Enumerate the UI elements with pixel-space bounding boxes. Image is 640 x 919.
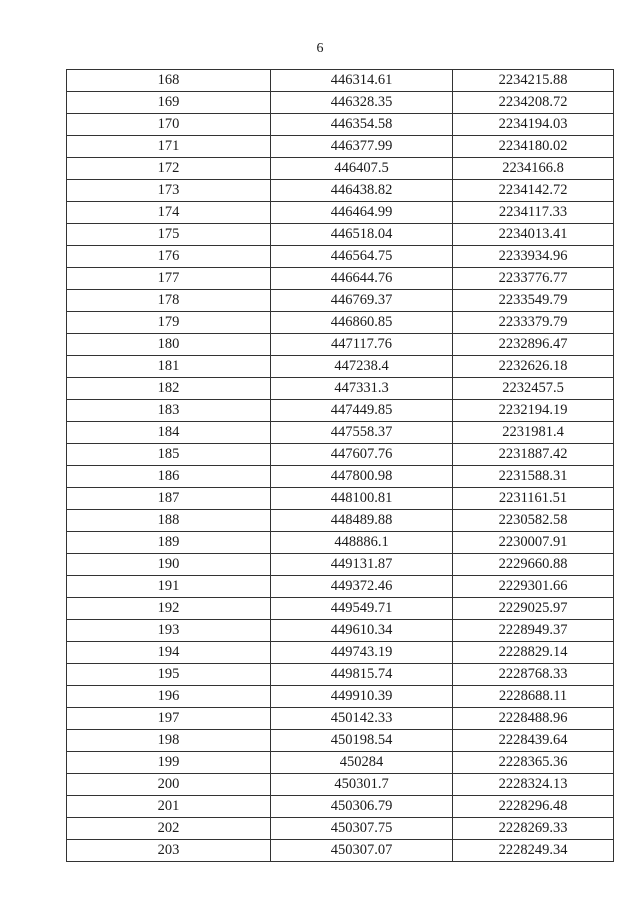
y-coordinate-cell: 2231887.42 bbox=[453, 444, 614, 466]
point-number-cell: 183 bbox=[67, 400, 271, 422]
y-coordinate-cell: 2228365.36 bbox=[453, 752, 614, 774]
y-coordinate-cell: 2228688.11 bbox=[453, 686, 614, 708]
point-number-cell: 176 bbox=[67, 246, 271, 268]
point-number-cell: 199 bbox=[67, 752, 271, 774]
y-coordinate-cell: 2228829.14 bbox=[453, 642, 614, 664]
point-number-cell: 193 bbox=[67, 620, 271, 642]
point-number-cell: 187 bbox=[67, 488, 271, 510]
x-coordinate-cell: 446438.82 bbox=[271, 180, 453, 202]
point-number-cell: 182 bbox=[67, 378, 271, 400]
y-coordinate-cell: 2233934.96 bbox=[453, 246, 614, 268]
x-coordinate-cell: 446354.58 bbox=[271, 114, 453, 136]
point-number-cell: 178 bbox=[67, 290, 271, 312]
point-number-cell: 191 bbox=[67, 576, 271, 598]
y-coordinate-cell: 2233549.79 bbox=[453, 290, 614, 312]
table-row bbox=[67, 532, 614, 554]
y-coordinate-cell: 2234013.41 bbox=[453, 224, 614, 246]
point-number-cell: 174 bbox=[67, 202, 271, 224]
y-coordinate-cell: 2233776.77 bbox=[453, 268, 614, 290]
x-coordinate-cell: 450307.75 bbox=[271, 818, 453, 840]
x-coordinate-cell: 447331.3 bbox=[271, 378, 453, 400]
point-number-cell: 171 bbox=[67, 136, 271, 158]
x-coordinate-cell: 450198.54 bbox=[271, 730, 453, 752]
y-coordinate-cell: 2234194.03 bbox=[453, 114, 614, 136]
table-row bbox=[67, 290, 614, 312]
point-number-cell: 168 bbox=[67, 70, 271, 92]
y-coordinate-cell: 2234142.72 bbox=[453, 180, 614, 202]
table-row bbox=[67, 92, 614, 114]
table-row bbox=[67, 466, 614, 488]
table-row bbox=[67, 510, 614, 532]
table-row bbox=[67, 796, 614, 818]
table-row bbox=[67, 642, 614, 664]
y-coordinate-cell: 2232457.5 bbox=[453, 378, 614, 400]
table-row bbox=[67, 620, 614, 642]
y-coordinate-cell: 2228269.33 bbox=[453, 818, 614, 840]
point-number-cell: 200 bbox=[67, 774, 271, 796]
page-number: 6 bbox=[316, 41, 324, 56]
table-row bbox=[67, 334, 614, 356]
point-number-cell: 202 bbox=[67, 818, 271, 840]
table-row bbox=[67, 576, 614, 598]
table-row bbox=[67, 840, 614, 862]
y-coordinate-cell: 2229301.66 bbox=[453, 576, 614, 598]
table-row bbox=[67, 774, 614, 796]
y-coordinate-cell: 2232896.47 bbox=[453, 334, 614, 356]
table-row bbox=[67, 686, 614, 708]
table-row bbox=[67, 268, 614, 290]
y-coordinate-cell: 2232626.18 bbox=[453, 356, 614, 378]
point-number-cell: 186 bbox=[67, 466, 271, 488]
point-number-cell: 194 bbox=[67, 642, 271, 664]
x-coordinate-cell: 450307.07 bbox=[271, 840, 453, 862]
x-coordinate-cell: 448100.81 bbox=[271, 488, 453, 510]
x-coordinate-cell: 449743.19 bbox=[271, 642, 453, 664]
x-coordinate-cell: 449610.34 bbox=[271, 620, 453, 642]
x-coordinate-cell: 446518.04 bbox=[271, 224, 453, 246]
y-coordinate-cell: 2232194.19 bbox=[453, 400, 614, 422]
x-coordinate-cell: 449372.46 bbox=[271, 576, 453, 598]
x-coordinate-cell: 448886.1 bbox=[271, 532, 453, 554]
x-coordinate-cell: 449549.71 bbox=[271, 598, 453, 620]
x-coordinate-cell: 450301.7 bbox=[271, 774, 453, 796]
y-coordinate-cell: 2228488.96 bbox=[453, 708, 614, 730]
x-coordinate-cell: 447800.98 bbox=[271, 466, 453, 488]
point-number-cell: 172 bbox=[67, 158, 271, 180]
point-number-cell: 189 bbox=[67, 532, 271, 554]
table-row bbox=[67, 114, 614, 136]
y-coordinate-cell: 2233379.79 bbox=[453, 312, 614, 334]
y-coordinate-cell: 2234180.02 bbox=[453, 136, 614, 158]
point-number-cell: 181 bbox=[67, 356, 271, 378]
point-number-cell: 179 bbox=[67, 312, 271, 334]
point-number-cell: 192 bbox=[67, 598, 271, 620]
table-row bbox=[67, 400, 614, 422]
table-row bbox=[67, 158, 614, 180]
point-number-cell: 173 bbox=[67, 180, 271, 202]
y-coordinate-cell: 2228296.48 bbox=[453, 796, 614, 818]
x-coordinate-cell: 447607.76 bbox=[271, 444, 453, 466]
x-coordinate-cell: 449910.39 bbox=[271, 686, 453, 708]
table-row bbox=[67, 312, 614, 334]
y-coordinate-cell: 2230582.58 bbox=[453, 510, 614, 532]
y-coordinate-cell: 2234215.88 bbox=[453, 70, 614, 92]
x-coordinate-cell: 446328.35 bbox=[271, 92, 453, 114]
coordinate-table-body bbox=[67, 70, 614, 862]
x-coordinate-cell: 450306.79 bbox=[271, 796, 453, 818]
table-row bbox=[67, 378, 614, 400]
y-coordinate-cell: 2234117.33 bbox=[453, 202, 614, 224]
coordinate-table bbox=[66, 69, 614, 862]
point-number-cell: 196 bbox=[67, 686, 271, 708]
y-coordinate-cell: 2234166.8 bbox=[453, 158, 614, 180]
y-coordinate-cell: 2231588.31 bbox=[453, 466, 614, 488]
x-coordinate-cell: 447449.85 bbox=[271, 400, 453, 422]
point-number-cell: 195 bbox=[67, 664, 271, 686]
point-number-cell: 198 bbox=[67, 730, 271, 752]
y-coordinate-cell: 2229025.97 bbox=[453, 598, 614, 620]
x-coordinate-cell: 447558.37 bbox=[271, 422, 453, 444]
table-row bbox=[67, 136, 614, 158]
x-coordinate-cell: 446314.61 bbox=[271, 70, 453, 92]
y-coordinate-cell: 2234208.72 bbox=[453, 92, 614, 114]
y-coordinate-cell: 2228949.37 bbox=[453, 620, 614, 642]
table-row bbox=[67, 202, 614, 224]
point-number-cell: 201 bbox=[67, 796, 271, 818]
y-coordinate-cell: 2228249.34 bbox=[453, 840, 614, 862]
table-row bbox=[67, 554, 614, 576]
y-coordinate-cell: 2230007.91 bbox=[453, 532, 614, 554]
table-row bbox=[67, 224, 614, 246]
table-row bbox=[67, 356, 614, 378]
table-row bbox=[67, 246, 614, 268]
x-coordinate-cell: 447117.76 bbox=[271, 334, 453, 356]
point-number-cell: 203 bbox=[67, 840, 271, 862]
y-coordinate-cell: 2231161.51 bbox=[453, 488, 614, 510]
x-coordinate-cell: 449131.87 bbox=[271, 554, 453, 576]
x-coordinate-cell: 446464.99 bbox=[271, 202, 453, 224]
y-coordinate-cell: 2228768.33 bbox=[453, 664, 614, 686]
point-number-cell: 190 bbox=[67, 554, 271, 576]
x-coordinate-cell: 450284 bbox=[271, 752, 453, 774]
table-row bbox=[67, 422, 614, 444]
x-coordinate-cell: 446564.75 bbox=[271, 246, 453, 268]
table-row bbox=[67, 730, 614, 752]
table-row bbox=[67, 444, 614, 466]
x-coordinate-cell: 449815.74 bbox=[271, 664, 453, 686]
x-coordinate-cell: 450142.33 bbox=[271, 708, 453, 730]
point-number-cell: 197 bbox=[67, 708, 271, 730]
table-row bbox=[67, 488, 614, 510]
x-coordinate-cell: 448489.88 bbox=[271, 510, 453, 532]
table-row bbox=[67, 752, 614, 774]
x-coordinate-cell: 446644.76 bbox=[271, 268, 453, 290]
table-row bbox=[67, 664, 614, 686]
x-coordinate-cell: 446860.85 bbox=[271, 312, 453, 334]
x-coordinate-cell: 447238.4 bbox=[271, 356, 453, 378]
point-number-cell: 175 bbox=[67, 224, 271, 246]
table-row bbox=[67, 818, 614, 840]
y-coordinate-cell: 2231981.4 bbox=[453, 422, 614, 444]
x-coordinate-cell: 446377.99 bbox=[271, 136, 453, 158]
point-number-cell: 170 bbox=[67, 114, 271, 136]
y-coordinate-cell: 2228324.13 bbox=[453, 774, 614, 796]
point-number-cell: 169 bbox=[67, 92, 271, 114]
table-row bbox=[67, 708, 614, 730]
point-number-cell: 184 bbox=[67, 422, 271, 444]
table-row bbox=[67, 70, 614, 92]
point-number-cell: 188 bbox=[67, 510, 271, 532]
point-number-cell: 185 bbox=[67, 444, 271, 466]
y-coordinate-cell: 2229660.88 bbox=[453, 554, 614, 576]
table-row bbox=[67, 180, 614, 202]
x-coordinate-cell: 446407.5 bbox=[271, 158, 453, 180]
x-coordinate-cell: 446769.37 bbox=[271, 290, 453, 312]
table-row bbox=[67, 598, 614, 620]
point-number-cell: 177 bbox=[67, 268, 271, 290]
y-coordinate-cell: 2228439.64 bbox=[453, 730, 614, 752]
point-number-cell: 180 bbox=[67, 334, 271, 356]
